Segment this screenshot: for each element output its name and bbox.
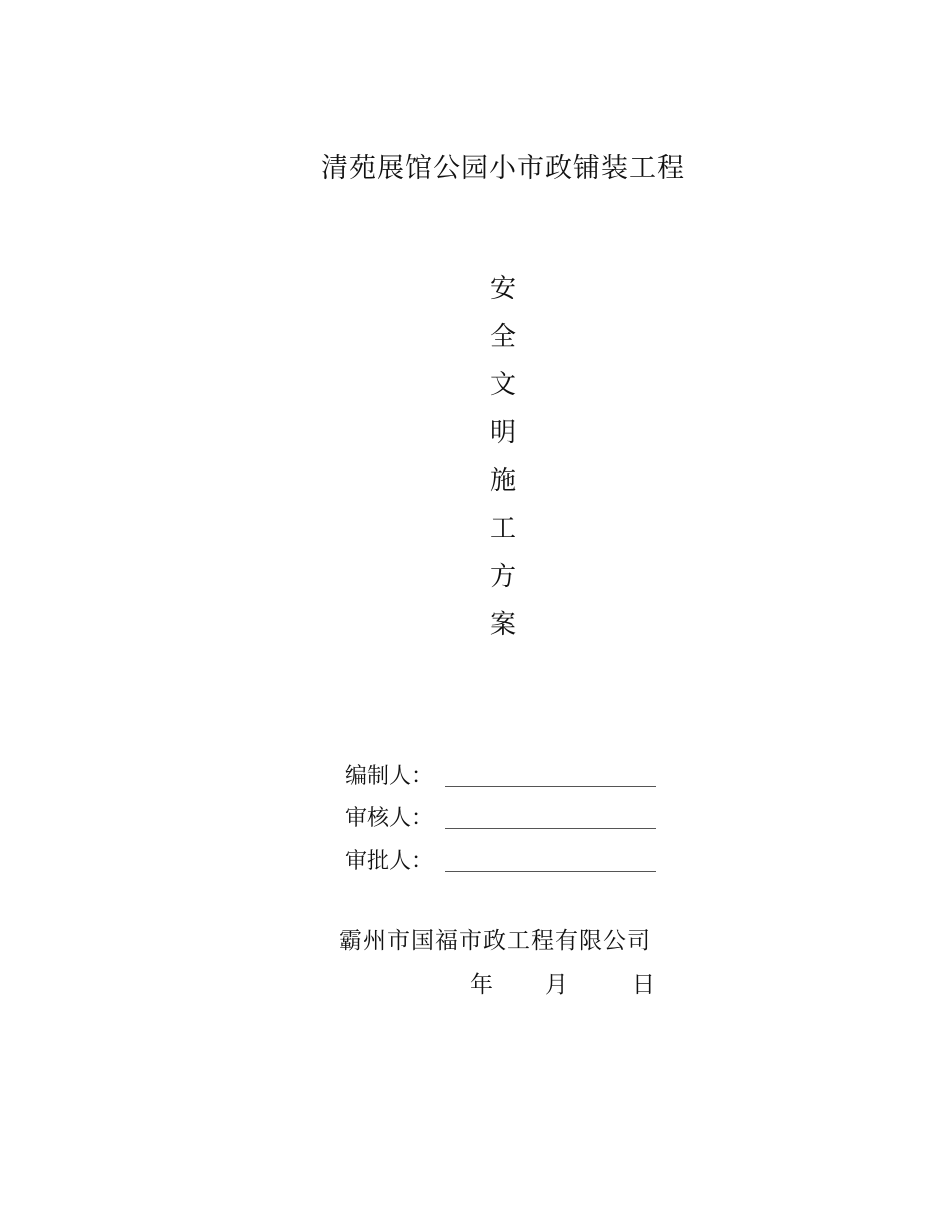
- doc-type-char: 明: [489, 418, 516, 448]
- doc-type-char: 工: [489, 514, 516, 544]
- approver-label: 审批人：: [345, 848, 434, 874]
- doc-type-char: 施: [489, 466, 516, 496]
- document-type-vertical-title: [488, 270, 518, 654]
- date-month-label: 月: [545, 972, 568, 998]
- date-day-label: 日: [632, 972, 655, 998]
- doc-type-char: 文: [489, 370, 516, 400]
- doc-type-char: 全: [489, 322, 516, 352]
- signature-row-reviewer: [345, 795, 665, 838]
- date-year-label: 年: [470, 972, 493, 998]
- signature-block: [345, 752, 665, 880]
- compiler-label: 编制人：: [345, 763, 434, 789]
- reviewer-label: 审核人：: [345, 806, 434, 831]
- signature-row-compiler: [345, 752, 665, 795]
- compiler-signature-line: [445, 762, 656, 787]
- company-name: 霸州市国福市政工程有限公司: [339, 928, 651, 954]
- doc-type-char: 案: [489, 610, 516, 640]
- project-title: 清苑展馆公园小市政铺装工程: [321, 153, 685, 184]
- signature-row-approver: [345, 837, 665, 880]
- doc-type-char: 安: [489, 274, 516, 304]
- approver-signature-line: [445, 847, 656, 872]
- reviewer-signature-line: [445, 804, 656, 829]
- doc-type-char: 方: [489, 562, 516, 592]
